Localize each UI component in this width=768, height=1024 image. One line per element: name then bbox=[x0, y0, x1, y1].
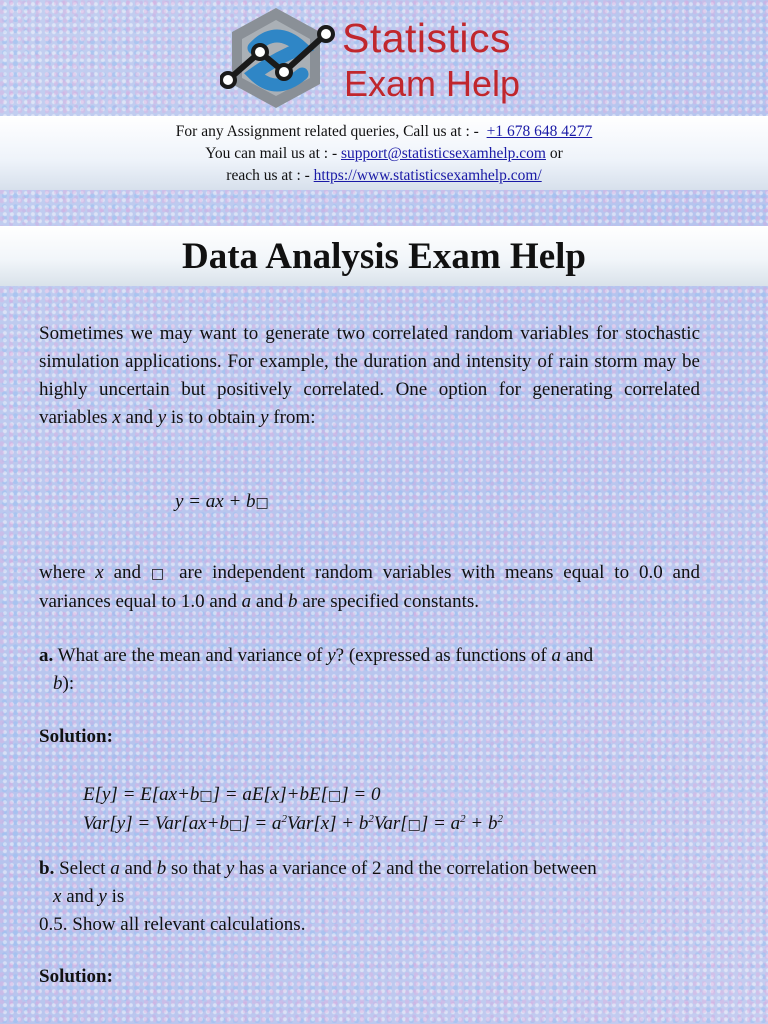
solution-a-equations bbox=[83, 781, 503, 839]
definition-paragraph: where x and □ are independent random variables with means equal to 0.0 and variances equal to 1.0 and a and b are specified constants. bbox=[39, 562, 700, 612]
email-suffix: or bbox=[549, 145, 563, 162]
url-label: reach us at : - bbox=[226, 167, 310, 184]
solution-label-a: Solution: bbox=[39, 726, 113, 747]
intro-paragraph: Sometimes we may want to generate two correlated random variables for stochastic simulation applications. For example, the duration and intensity of rain storm may be highly uncertain but positively correlated. One option for generating correlated variables x and y is to obtain y from: bbox=[39, 323, 700, 428]
phone-link[interactable]: +1 678 648 4277 bbox=[486, 123, 593, 140]
brand-logo bbox=[220, 4, 560, 116]
website-link[interactable]: https://www.statisticsexamhelp.com/ bbox=[313, 167, 542, 184]
contact-url-line bbox=[0, 165, 768, 187]
solution-label-b: Solution: bbox=[39, 966, 113, 987]
equation-variance: Var[y] = Var[ax+b□] = $a^2Var[x]$ + $b^2Var[□] = a^2 + b^2$ bbox=[83, 813, 503, 834]
email-link[interactable]: support@statisticsexamhelp.com bbox=[340, 145, 546, 162]
email-label: You can mail us at : - bbox=[205, 145, 338, 162]
page-title: Data Analysis Exam Help bbox=[182, 236, 586, 277]
brand-name-line2: Exam Help bbox=[344, 63, 521, 104]
question-a: a. What are the mean and variance of y? (expressed as functions of a and b): bbox=[39, 645, 594, 694]
question-b: b. Select a and b so that y has a variance of 2 and the correlation between x and y is 0.5. Show all relevant calculations. bbox=[39, 858, 597, 935]
contact-banner bbox=[0, 116, 768, 190]
contact-phone-line bbox=[0, 121, 768, 143]
contact-email-line bbox=[0, 143, 768, 165]
equation-mean: E[y] = E[ax+b□] = aE[x]+bE[□] = 0 bbox=[83, 784, 381, 805]
document-body bbox=[39, 320, 700, 987]
brand-name-line1: Statistics bbox=[342, 15, 512, 61]
chart-line-logo-icon bbox=[220, 4, 338, 116]
equation-y: y = ax + b□ bbox=[175, 491, 269, 512]
title-banner bbox=[0, 226, 768, 286]
phone-label: For any Assignment related queries, Call us at : - bbox=[175, 123, 479, 140]
